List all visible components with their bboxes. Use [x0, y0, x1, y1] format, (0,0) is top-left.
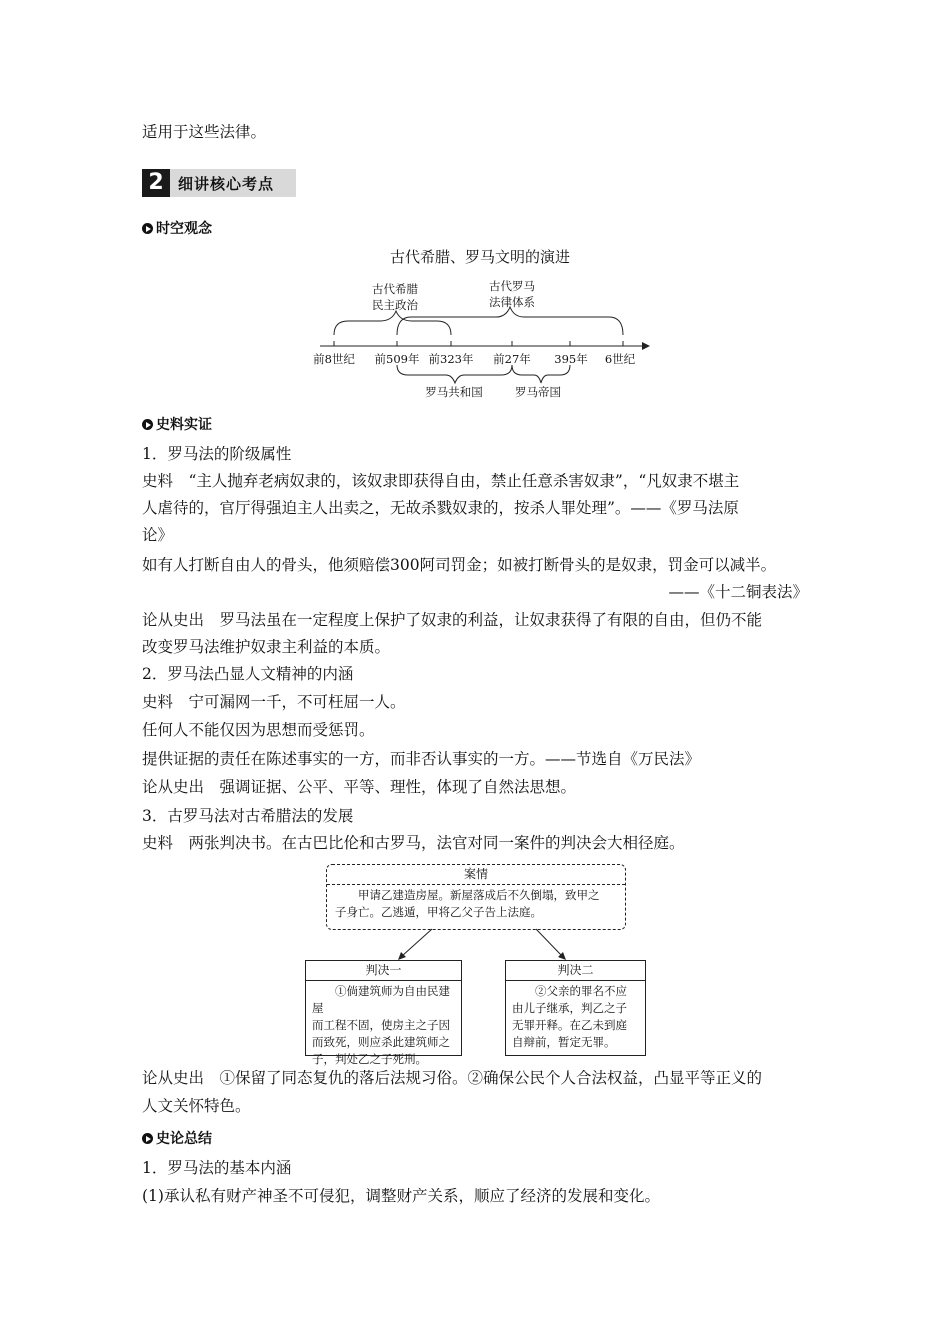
greek-brace	[334, 311, 451, 335]
evidence-source-2c: 提供证据的责任在陈述事实的一方，而非否认事实的一方。——节选自《万民法》	[142, 750, 701, 768]
case-title: 案情	[327, 865, 625, 885]
judgment-1-box	[305, 960, 462, 1066]
judgment-1-title: 判决一	[306, 961, 461, 981]
empire-label: 罗马帝国	[515, 385, 561, 399]
empire-brace	[512, 365, 570, 383]
evidence-source-2a: 史料 宁可漏网一千，不可枉屈一人。	[142, 693, 406, 711]
timeline-arrow	[642, 342, 650, 350]
heading-spacetime: 时空观念	[142, 218, 212, 240]
republic-brace	[397, 365, 512, 383]
evidence-source-1c: 论》	[142, 526, 174, 544]
republic-label: 罗马共和国	[425, 385, 483, 399]
diagram-arrows	[380, 928, 580, 962]
evidence-source-1e: ——《十二铜表法》	[668, 583, 808, 601]
evidence-conclusion-3b: 人文关怀特色。	[142, 1097, 251, 1115]
greek-label-2: 民主政治	[372, 298, 418, 312]
case-text: 甲请乙建造房屋。新屋落成后不久倒塌，致甲之 子身亡。乙逃遁，甲将乙父子告上法庭。	[335, 888, 600, 919]
summary-title-1: 1．罗马法的基本内涵	[142, 1159, 292, 1177]
roman-label-2: 法律体系	[489, 295, 535, 309]
heading-summary: 史论总结	[142, 1128, 212, 1150]
evidence-source-3: 史料 两张判决书。在古巴比伦和古罗马，法官对同一案件的判决会大相径庭。	[142, 834, 685, 852]
play-bullet-icon	[142, 419, 153, 430]
evidence-conclusion-1a: 论从史出 罗马法虽在一定程度上保护了奴隶的利益，让奴隶获得了有限的自由，但仍不能	[142, 611, 763, 629]
evidence-title-1: 1．罗马法的阶级属性	[142, 445, 292, 463]
evidence-title-2: 2．罗马法凸显人文精神的内涵	[142, 665, 354, 683]
section-title: 细讲核心考点	[178, 175, 275, 193]
section-number: 2	[142, 169, 170, 197]
judgment-2-text: ②父亲的罪名不应 由儿子继承，判乙之子 无罪开释。在乙未到庭 自辩前，暂定无罪。	[512, 984, 627, 1049]
case-box	[326, 864, 626, 930]
heading-evidence: 史料实证	[142, 414, 212, 436]
play-bullet-icon	[142, 1133, 153, 1144]
evidence-conclusion-2: 论从史出 强调证据、公平、平等、理性，体现了自然法思想。	[142, 778, 577, 796]
tick-label-1: 前8世纪	[313, 352, 355, 366]
tick-label-5: 395年	[554, 352, 588, 366]
judgment-2-box	[505, 960, 646, 1056]
evidence-title-3: 3．古罗马法对古希腊法的发展	[142, 807, 354, 825]
greek-label-1: 古代希腊	[372, 282, 418, 296]
summary-point-1: (1)承认私有财产神圣不可侵犯，调整财产关系，顺应了经济的发展和变化。	[142, 1187, 660, 1205]
evidence-source-1b: 人虐待的，官厅得强迫主人出卖之，无故杀戮奴隶的，按杀人罪处理”。——《罗马法原	[142, 499, 739, 517]
evidence-source-1d: 如有人打断自由人的骨头，他须赔偿300阿司罚金；如被打断骨头的是奴隶，罚金可以减半。	[142, 556, 777, 574]
evidence-conclusion-3a: 论从史出 ①保留了同态复仇的落后法规习俗。②确保公民个人合法权益，凸显平等正义的	[142, 1069, 763, 1087]
top-line: 适用于这些法律。	[142, 123, 267, 141]
play-bullet-icon	[142, 223, 153, 234]
evidence-source-1a: 史料 “主人抛弃老病奴隶的，该奴隶即获得自由，禁止任意杀害奴隶”，“凡奴隶不堪主	[142, 472, 740, 490]
tick-label-3: 前323年	[428, 352, 474, 366]
timeline-title: 古代希腊、罗马文明的演进	[389, 248, 570, 266]
judgment-2-title: 判决二	[506, 961, 645, 981]
evidence-source-2b: 任何人不能仅因为思想而受惩罚。	[142, 721, 375, 739]
evidence-conclusion-1b: 改变罗马法维护奴隶主利益的本质。	[142, 638, 391, 656]
tick-label-4: 前27年	[493, 352, 531, 366]
judgment-1-text: ①倘建筑师为自由民建屋 而工程不固，使房主之子因 而致死，则应杀此建筑师之 子，判处乙之子死刑。	[312, 984, 450, 1066]
tick-label-2: 前509年	[374, 352, 420, 366]
tick-label-6: 6世纪	[604, 352, 636, 366]
roman-label-1: 古代罗马	[489, 279, 535, 293]
section-banner	[142, 169, 296, 197]
